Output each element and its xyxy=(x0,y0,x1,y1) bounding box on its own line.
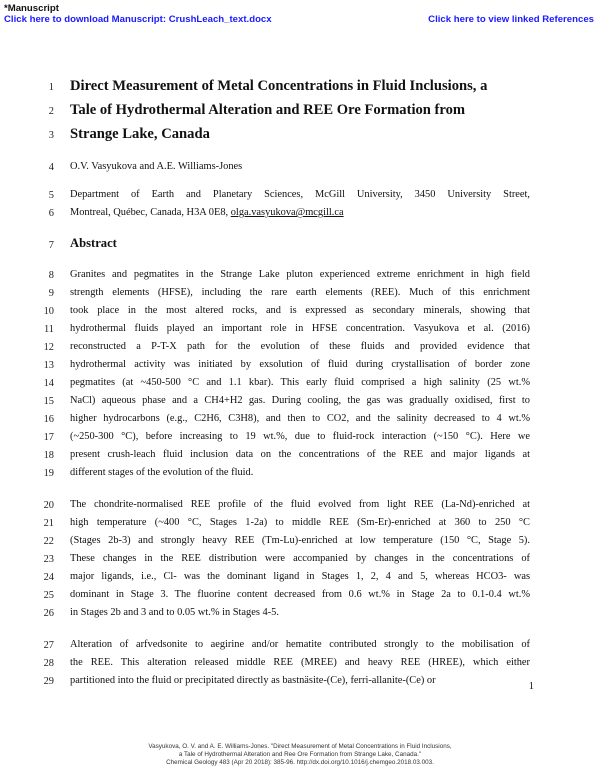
line-number: 3 xyxy=(48,130,54,141)
abstract-line: the REE. This alteration released middle REE (MREE) and heavy REE (HREE), which either xyxy=(70,657,530,668)
line-number: 21 xyxy=(43,518,54,529)
abstract-line: present crush-leach fluid inclusion data on the concentrations of the REE and major ligands at xyxy=(70,449,530,460)
citation-line: Vasyukova, O. V. and A. E. Williams-Jones. "Direct Measurement of Metal Concentrations in Fluid Inclusions, xyxy=(148,743,452,750)
line-number: 19 xyxy=(43,468,54,479)
abstract-line: major ligands, i.e., Cl- was the dominant ligand in Stages 1, 2, 4 and 5, whereas HCO3- was xyxy=(70,571,530,582)
abstract-line: higher hydrocarbons (e.g., C2H6, C3H8), and then to CO2, and the salinity decreased to 4 wt.% xyxy=(70,413,530,424)
line-number: 23 xyxy=(43,554,54,565)
line-number: 15 xyxy=(43,396,54,407)
line-number: 4 xyxy=(48,162,54,173)
email-link[interactable]: olga.vasyukova@mcgill.ca xyxy=(230,207,344,218)
line-number: 27 xyxy=(43,640,54,651)
line-number: 10 xyxy=(43,306,54,317)
abstract-line: took place in the most altered rocks, and is expressed as secondary minerals, showing that xyxy=(70,305,530,316)
abstract-line: high temperature (~400 °C, Stages 1-2a) to middle REE (Sm-Er)-enriched at 360 to 250 °C xyxy=(70,517,530,528)
abstract-heading: Abstract xyxy=(70,236,117,250)
authors: O.V. Vasyukova and A.E. Williams-Jones xyxy=(70,161,243,172)
line-number: 9 xyxy=(48,288,54,299)
line-number: 20 xyxy=(43,500,54,511)
abstract-line: reconstructed a P-T-X path for the evolution of these fluids and provided evidence that xyxy=(70,341,530,352)
line-number: 28 xyxy=(43,658,54,669)
abstract-line: hydrothermal activity was initiated by exsolution of fluid during crystallisation of border zone xyxy=(70,359,530,370)
affiliation-line: Department of Earth and Planetary Sciences, McGill University, 3450 University Street, xyxy=(70,189,530,200)
abstract-line: hydrothermal fluids played an important role in HFSE concentration. Vasyukova et al. (2016) xyxy=(70,323,530,334)
abstract-line: strength elements (HFSE), including the rare earth elements (REE). Much of this enrichment xyxy=(70,287,530,298)
abstract-line: (~250-300 °C), before increasing to 19 wt.%, due to fluid-rock interaction (~150 °C). Here we xyxy=(70,431,530,442)
abstract-line: pegmatites (at ~450-500 °C and 1.1 kbar). This early fluid comprised a high salinity (25 wt.% xyxy=(70,377,530,388)
line-number: 12 xyxy=(43,342,54,353)
affiliation-text: Montreal, Québec, Canada, H3A 0E8, xyxy=(70,207,231,218)
line-number: 7 xyxy=(48,240,54,251)
line-number: 14 xyxy=(43,378,54,389)
citation-line: a Tale of Hydrothermal Alteration and Ree Ore Formation from Strange Lake, Canada." xyxy=(178,751,422,758)
line-number: 22 xyxy=(43,536,54,547)
affiliation-line xyxy=(70,206,530,220)
abstract-line: Alteration of arfvedsonite to aegirine and/or hematite contributed strongly to the mobilisation of xyxy=(70,639,530,650)
abstract-line: (Stages 2b-3) and strongly heavy REE (Tm-Lu)-enriched at low temperature (150 °C, Stage 5). xyxy=(70,535,530,546)
line-number: 1 xyxy=(48,82,54,93)
citation-line: Chemical Geology 483 (Apr 20 2018): 385-96. http://dx.doi.org/10.1016/j.chemgeo.2018.03.003. xyxy=(166,759,434,766)
line-number: 13 xyxy=(43,360,54,371)
abstract-line: These changes in the REE distribution were accompanied by changes in the concentrations of xyxy=(70,553,530,564)
abstract-line: partitioned into the fluid or precipitated directly as bastnäsite-(Ce), ferri-allanite-(Ce) or xyxy=(70,675,436,686)
manuscript-label: *Manuscript xyxy=(4,3,59,14)
line-number: 29 xyxy=(43,676,54,687)
page-number: 1 xyxy=(528,681,534,692)
abstract-line: NaCl) aqueous phase and a CH4+H2 gas. During cooling, the gas was gradually oxidised, first to xyxy=(70,395,530,406)
line-number: 17 xyxy=(43,432,54,443)
abstract-line: in Stages 2b and 3 and to 0.05 wt.% in Stages 4-5. xyxy=(70,607,279,618)
line-number: 5 xyxy=(48,190,54,201)
line-number: 11 xyxy=(43,324,54,335)
line-number: 16 xyxy=(43,414,54,425)
line-number: 2 xyxy=(48,106,54,117)
abstract-line: Granites and pegmatites in the Strange Lake pluton experienced extreme enrichment in high field xyxy=(70,269,530,280)
line-number: 6 xyxy=(48,208,54,219)
download-manuscript-link[interactable]: Click here to download Manuscript: CrushLeach_text.docx xyxy=(4,14,272,25)
line-number: 26 xyxy=(43,608,54,619)
title-line: Tale of Hydrothermal Alteration and REE Ore Formation from xyxy=(70,102,466,118)
line-number: 25 xyxy=(43,590,54,601)
abstract-line: different stages of the evolution of the fluid. xyxy=(70,467,254,478)
line-number: 18 xyxy=(43,450,54,461)
view-references-link[interactable]: Click here to view linked References xyxy=(428,14,594,25)
title-line: Strange Lake, Canada xyxy=(70,126,210,142)
title-line: Direct Measurement of Metal Concentrations in Fluid Inclusions, a xyxy=(70,78,488,94)
line-number: 24 xyxy=(43,572,54,583)
line-number: 8 xyxy=(48,270,54,281)
abstract-line: The chondrite-normalised REE profile of the fluid evolved from light REE (La-Nd)-enriched at xyxy=(70,499,530,510)
abstract-line: dominant in Stage 3. The fluorine content decreased from 0.6 wt.% in Stage 2a to 0.1-0.4 wt.% xyxy=(70,589,530,600)
